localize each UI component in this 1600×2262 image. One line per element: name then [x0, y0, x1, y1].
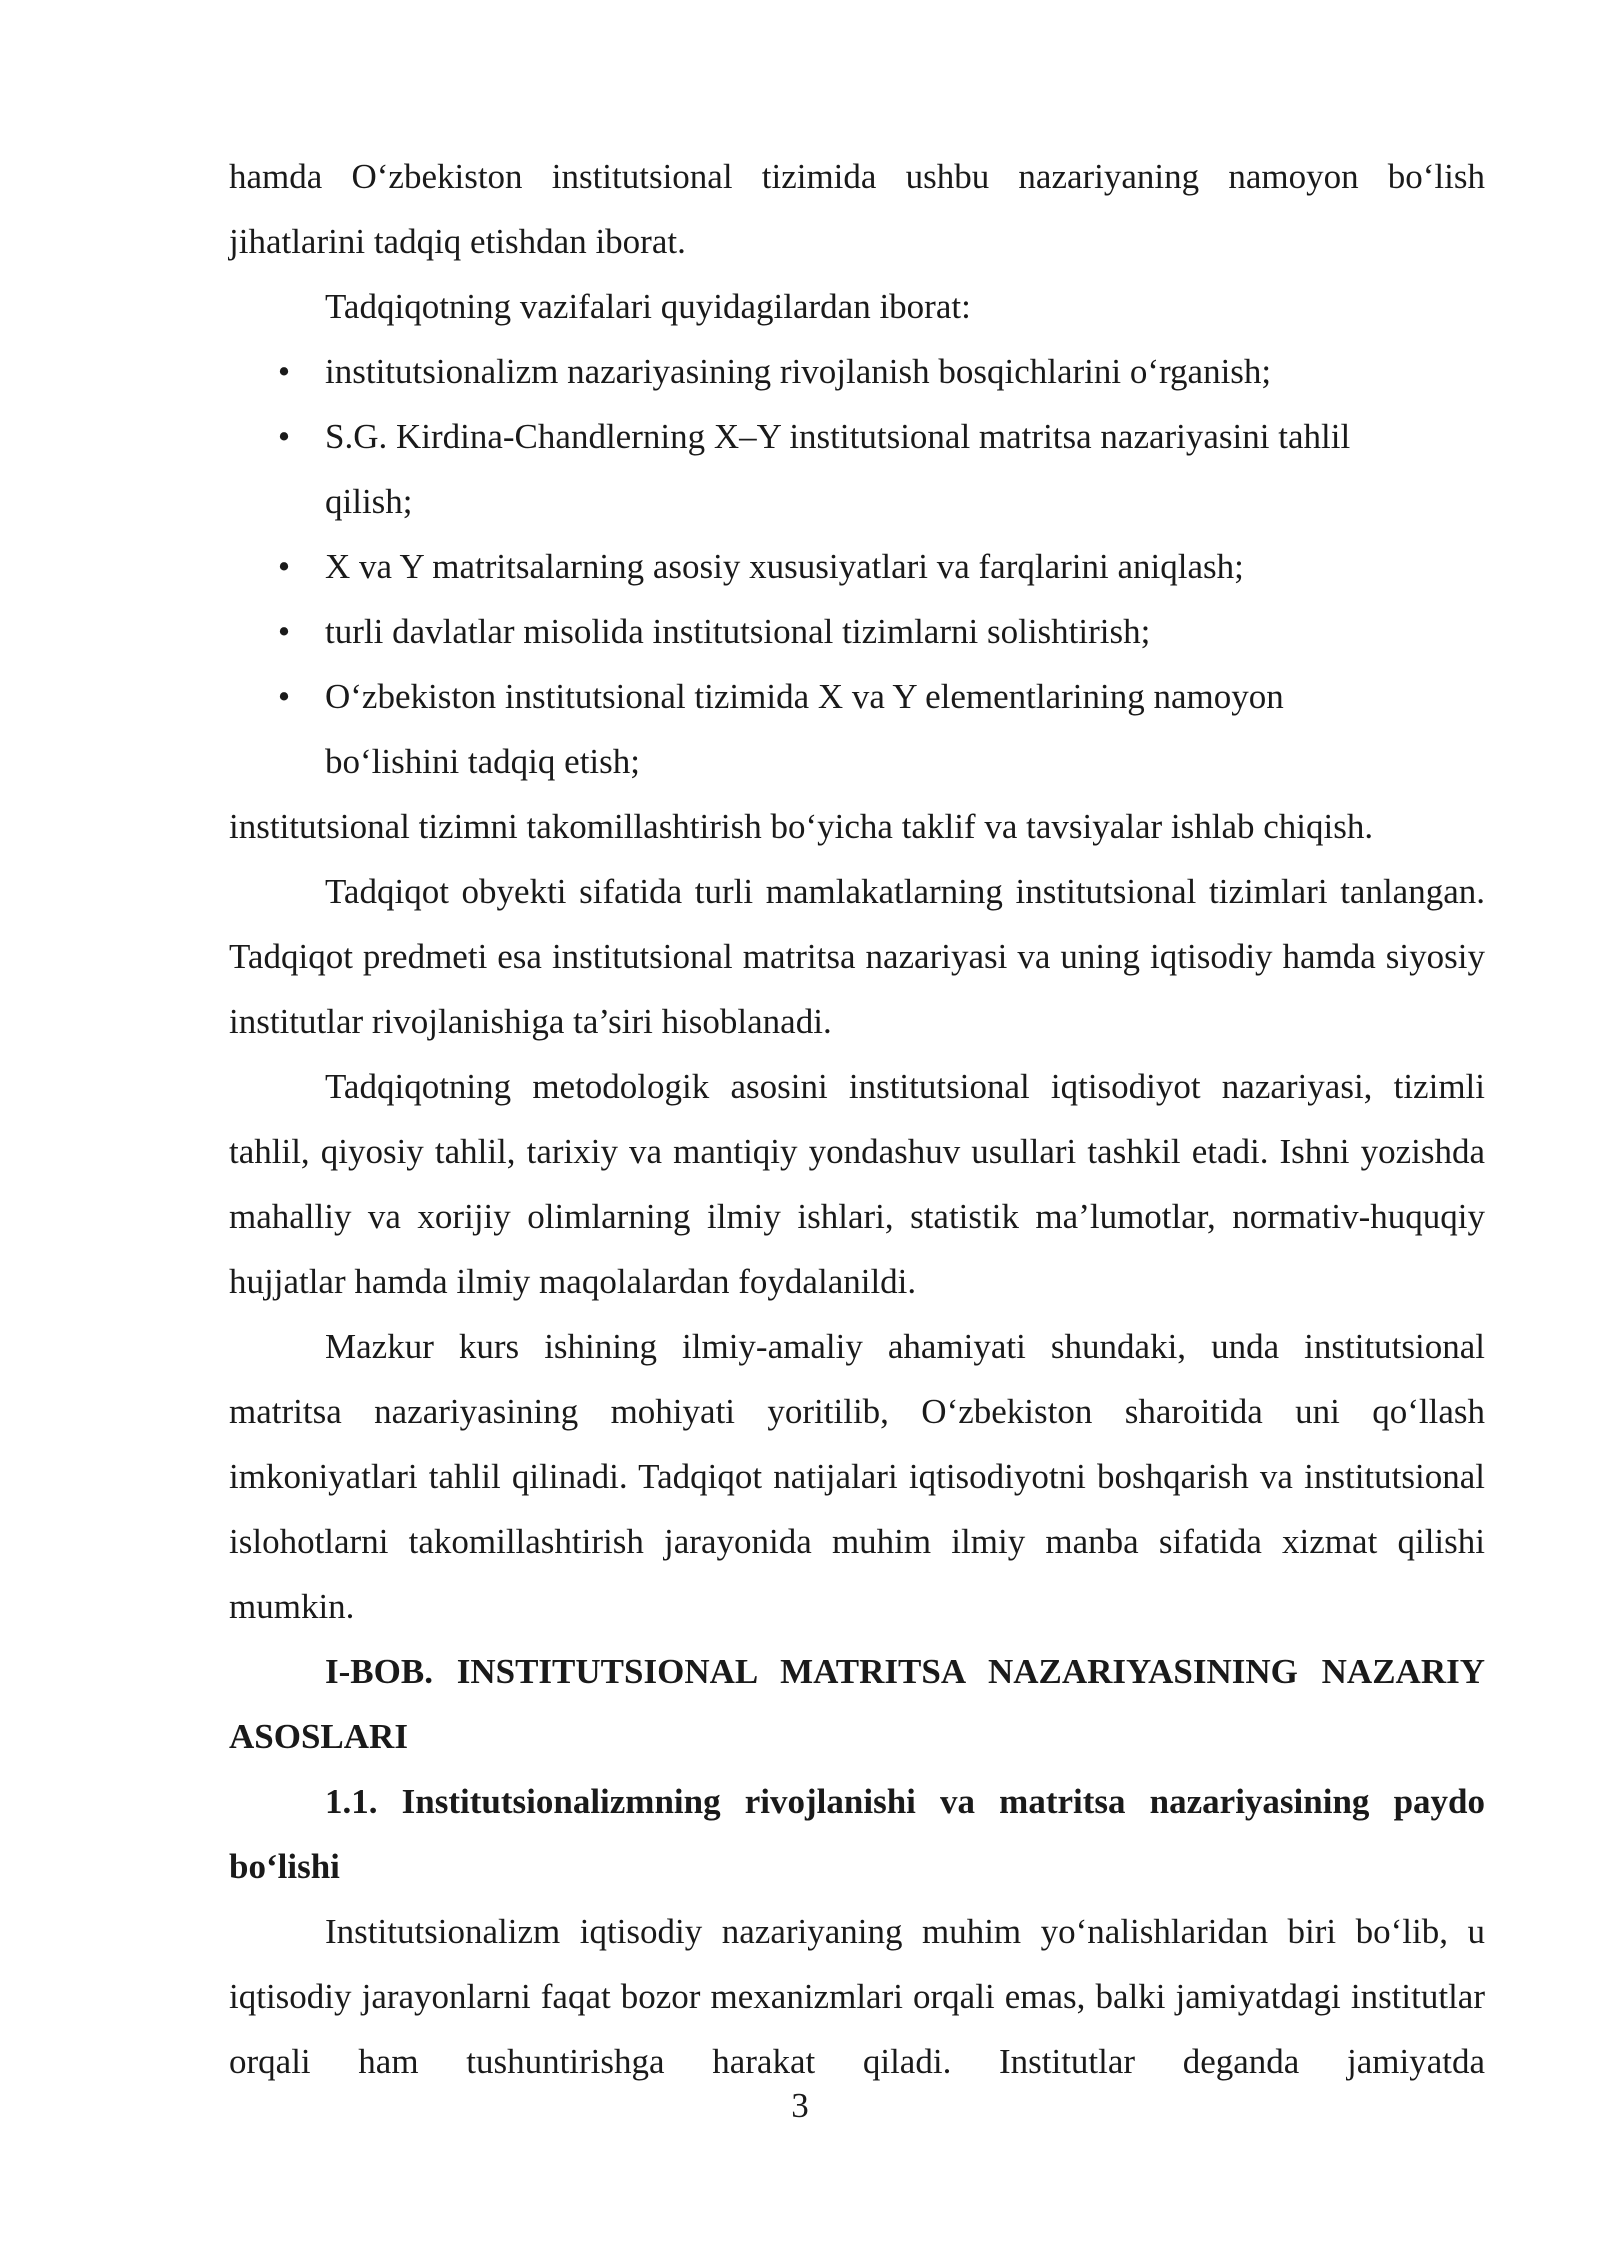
list-item: [229, 664, 1485, 794]
list-item-text: S.G. Kirdina-Chandlerning X–Y institutsional matritsa nazariyasini tahlil qilish;: [325, 417, 1351, 521]
list-item-text: X va Y matritsalarning asosiy xususiyatlari va farqlarini aniqlash;: [325, 547, 1244, 586]
chapter-heading: I-BOB. INSTITUTSIONAL MATRITSA NAZARIYASINING NAZARIY ASOSLARI: [229, 1652, 1485, 1756]
methodology-paragraph: Tadqiqotning metodologik asosini institutsional iqtisodiyot nazariyasi, tizimli tahlil, qiyosiy tahlil, tarixiy va mantiqiy yondashuv usullari tashkil etadi. Ishni yozishda mahalliy va xorijiy olimlarning ilmiy ishlari, statistik ma’lumotlar, normativ-huquqiy hujjatlar hamda ilmiy maqolalardan foydalanildi.: [229, 1067, 1485, 1301]
object-subject-paragraph: Tadqiqot obyekti sifatida turli mamlakatlarning institutsional tizimlari tanlangan. Tadqiqot predmeti esa institutsional matritsa nazariyasi va uning iqtisodiy hamda siyosiy institutlar rivojlanishiga ta’siri hisoblanadi.: [229, 872, 1485, 1041]
intro-paragraph-tail: hamda O‘zbekiston institutsional tizimida ushbu nazariyaning namoyon bo‘lish jihatlarini tadqiq etishdan iborat.: [229, 157, 1485, 261]
list-item: [229, 534, 1485, 599]
list-item-text: turli davlatlar misolida institutsional tizimlarni solishtirish;: [325, 612, 1151, 651]
section-body-paragraph: Institutsionalizm iqtisodiy nazariyaning muhim yo‘nalishlaridan biri bo‘lib, u iqtisodiy jarayonlarni faqat bozor mexanizmlari orqali emas, balki jamiyatdagi institutlar orqali ham tushuntirishga harakat qiladi. Institutlar deganda jamiyatda: [229, 1912, 1485, 2081]
page-number: 3: [791, 2086, 809, 2125]
list-item-text: institutsionalizm nazariyasining rivojlanish bosqichlarini o‘rganish;: [325, 352, 1272, 391]
tasks-heading: Tadqiqotning vazifalari quyidagilardan iborat:: [325, 287, 971, 326]
tasks-list: [229, 339, 1485, 794]
tasks-closing-line: institutsional tizimni takomillashtirish bo‘yicha taklif va tavsiyalar ishlab chiqish.: [229, 807, 1374, 846]
bullet-icon: •: [277, 417, 291, 456]
bullet-icon: •: [277, 612, 291, 651]
page-body: [229, 144, 1485, 2094]
significance-paragraph: Mazkur kurs ishining ilmiy-amaliy ahamiyati shundaki, unda institutsional matritsa nazariyasining mohiyati yoritilib, O‘zbekiston sharoitida uni qo‘llash imkoniyatlari tahlil qilinadi. Tadqiqot natijalari iqtisodiyotni boshqarish va institutsional islohotlarni takomillashtirish jarayonida muhim ilmiy manba sifatida xizmat qilishi mumkin.: [229, 1327, 1485, 1626]
bullet-icon: •: [277, 352, 291, 391]
bullet-icon: •: [277, 677, 291, 716]
list-item: [229, 404, 1485, 534]
section-heading: 1.1. Institutsionalizmning rivojlanishi va matritsa nazariyasining paydo bo‘lishi: [229, 1782, 1485, 1886]
list-item: [229, 339, 1485, 404]
list-item-text: O‘zbekiston institutsional tizimida X va Y elementlarining namoyon bo‘lishini tadqiq etish;: [325, 677, 1284, 781]
list-item: [229, 599, 1485, 664]
bullet-icon: •: [277, 547, 291, 586]
